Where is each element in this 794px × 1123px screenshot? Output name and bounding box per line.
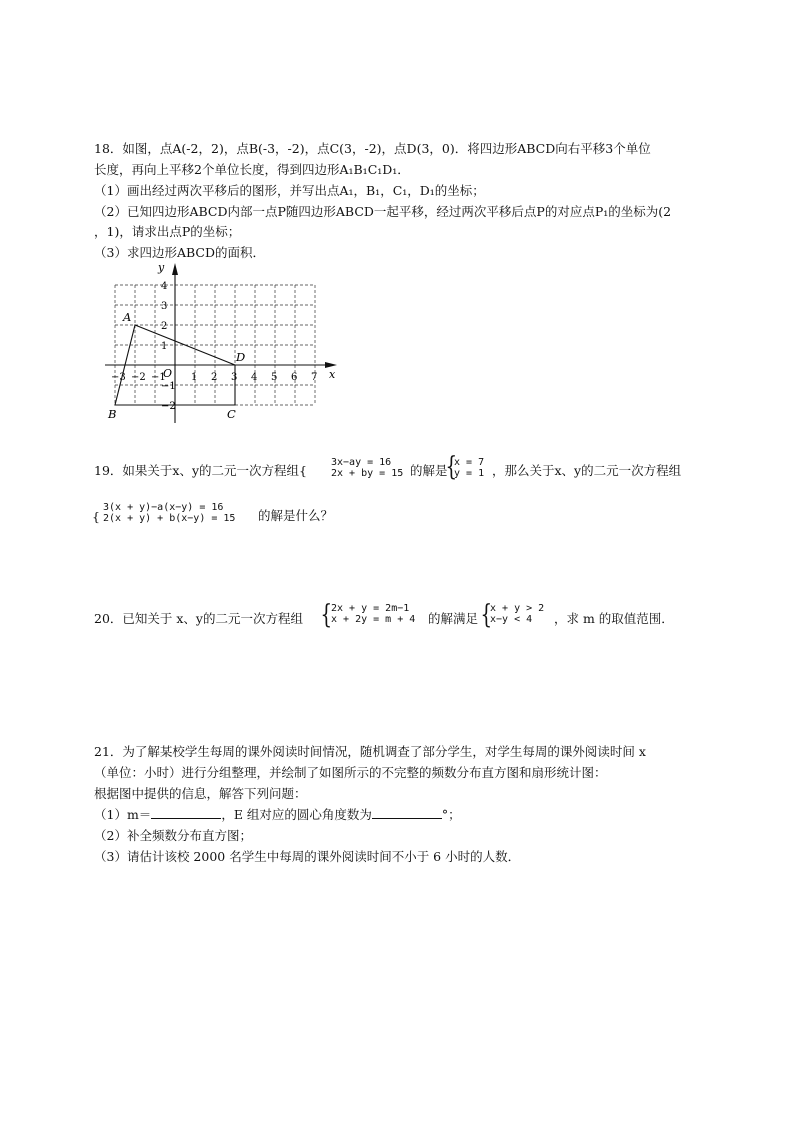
q20-middle: 的解满足 xyxy=(428,611,479,626)
q21-part1-mid: ，E 组对应的圆心角度数为 xyxy=(221,807,372,822)
grid-lines xyxy=(115,285,318,405)
point-label-a: A xyxy=(123,310,132,324)
q19-suffix: ，那么关于x、y的二元一次方程组 xyxy=(492,463,682,478)
q18-part2: （2）已知四边形ABCD内部一点P随四边形ABCD一起平移，经过两次平移后点P的对应点P₁的坐标为(2 xyxy=(94,204,672,219)
angle-answer-blank[interactable] xyxy=(372,806,442,819)
x-tick-label: 4 xyxy=(251,372,258,383)
q19-system2 xyxy=(103,502,235,524)
q19-line1 xyxy=(94,462,307,480)
x-tick-label: 1 xyxy=(191,372,198,383)
q18-part1: （1）画出经过两次平移后的图形，并写出点A₁，B₁，C₁，D₁的坐标； xyxy=(94,183,485,198)
y-axis-arrow xyxy=(172,263,178,275)
q18-line1: 18．如图，点A(-2，2)，点B(-3，-2)，点C(3，-2)，点D(3，0)．将四边形ABCD向右平移3个单位 xyxy=(94,141,651,156)
m-answer-blank[interactable] xyxy=(151,806,221,819)
q21-part1-label: （1）m＝ xyxy=(94,807,152,822)
q19-system2-eq1: 3(x + y)−a(x−y) = 16 xyxy=(103,502,224,513)
x-tick-label: 5 xyxy=(271,372,278,383)
x-tick-label: −2 xyxy=(131,372,146,383)
x-tick-label: −3 xyxy=(111,372,126,383)
q21-part1-end: °； xyxy=(441,807,461,822)
q19-prefix: 19．如果关于x、y的二元一次方程组{ xyxy=(94,463,307,478)
q21-part1 xyxy=(94,806,461,824)
point-label-b: B xyxy=(108,407,117,421)
x-tick-label: 2 xyxy=(211,372,218,383)
point-label-c: C xyxy=(227,407,236,421)
q19-system1-eq2: 2x + by = 15 xyxy=(331,468,404,479)
origin-label: O xyxy=(163,367,173,380)
q20-prefix: 20．已知关于 x、y的二元一次方程组 xyxy=(94,611,303,626)
x-tick-label: 6 xyxy=(291,372,298,383)
q19-solution xyxy=(454,457,484,479)
q19-system2-eq2: 2(x + y) + b(x−y) = 15 xyxy=(103,513,236,524)
y-tick-label: 3 xyxy=(161,301,168,312)
q19-system1 xyxy=(331,457,403,479)
q20-suffix: ，求 m 的取值范围． xyxy=(554,611,674,626)
q21-part2: （2）补全频数分布直方图； xyxy=(94,828,252,843)
y-axis-label: y xyxy=(158,261,165,274)
y-tick-label: 2 xyxy=(161,321,168,332)
q21-part3: （3）请估计该校 2000 名学生中每周的课外阅读时间不小于 6 小时的人数． xyxy=(94,849,521,864)
q21-line3: 根据图中提供的信息，解答下列问题： xyxy=(94,786,307,801)
q20-condition2: x−y < 4 xyxy=(490,614,533,625)
q18-part2-cont: ，1)，请求出点P的坐标； xyxy=(94,224,241,239)
y-tick-label: 1 xyxy=(161,341,168,352)
coordinate-graph xyxy=(90,258,350,428)
point-label-d: D xyxy=(236,350,246,364)
q19-middle: 的解是 xyxy=(410,463,448,478)
q19-system1-eq1: 3x−ay = 16 xyxy=(331,457,392,468)
q21-line1: 21．为了解某校学生每周的课外阅读时间情况，随机调查了部分学生，对学生每周的课外阅读时间 x xyxy=(94,744,646,759)
q18-line2: 长度，再向上平移2个单位长度，得到四边形A₁B₁C₁D₁． xyxy=(94,162,410,177)
x-tick-label: 3 xyxy=(231,372,238,383)
q20-condition-brace: { xyxy=(480,600,493,630)
x-tick-label: 7 xyxy=(311,372,318,383)
y-tick-label: −2 xyxy=(161,401,176,412)
y-tick-label: −1 xyxy=(161,381,176,392)
x-tick-label: −1 xyxy=(151,372,166,383)
q18-part3: （3）求四边形ABCD的面积． xyxy=(94,245,265,260)
q20-condition1: x + y > 2 xyxy=(490,603,545,614)
q19-solution-brace: { xyxy=(445,452,458,482)
y-tick-label: 4 xyxy=(161,281,168,292)
q20-system-eq1: 2x + y = 2m−1 xyxy=(331,603,410,614)
q20-system-brace: { xyxy=(320,600,333,630)
q19-solution-eq1: x = 7 xyxy=(454,457,485,468)
tick-labels xyxy=(111,281,317,412)
q20-system xyxy=(331,603,415,625)
q19-solution-eq2: y = 1 xyxy=(454,468,485,479)
q20-system-eq2: x + 2y = m + 4 xyxy=(331,614,416,625)
q19-brace2: { xyxy=(92,509,100,524)
q20-conditions xyxy=(490,603,544,625)
x-axis-label: x xyxy=(329,368,336,381)
q21-line2: （单位：小时）进行分组整理，并绘制了如图所示的不完整的频数分布直方图和扇形统计图： xyxy=(94,765,607,780)
q19-question: 的解是什么？ xyxy=(258,508,334,523)
